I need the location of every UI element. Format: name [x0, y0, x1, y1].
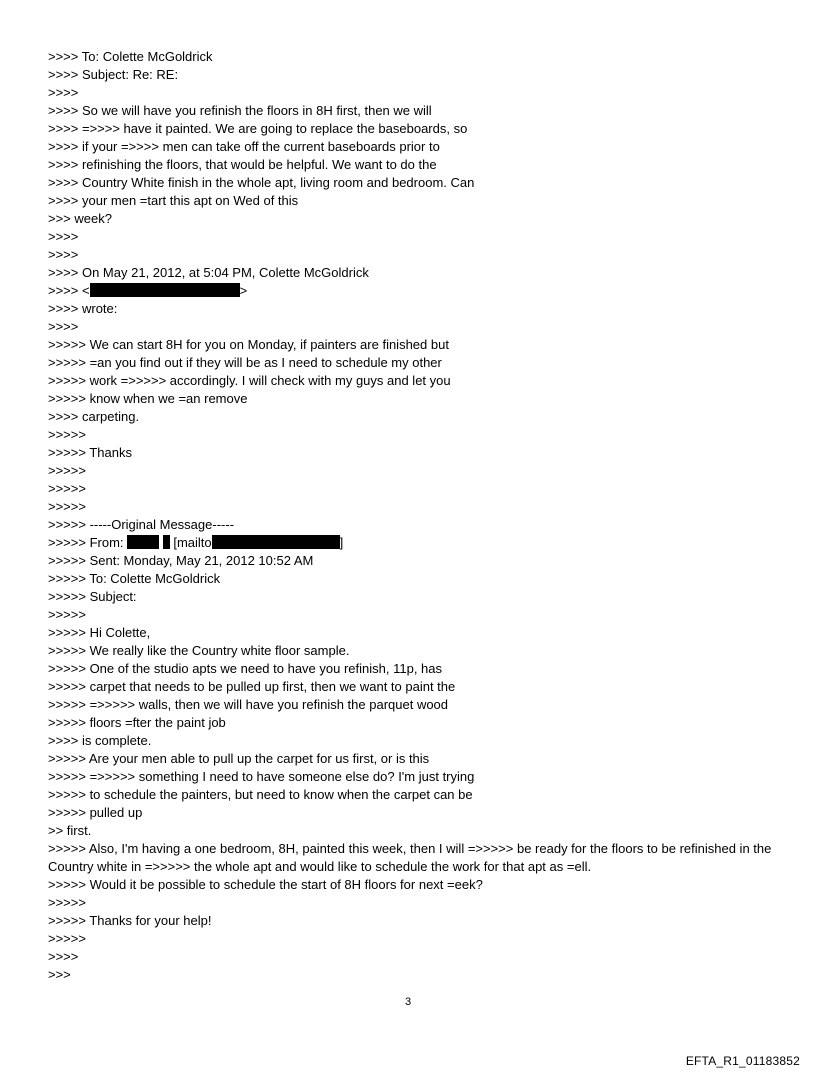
redaction-bar [212, 535, 340, 549]
email-line-text: [mailto [169, 535, 212, 550]
email-line: >>> week? [48, 211, 112, 226]
email-line: >>> [48, 967, 71, 982]
bates-number: EFTA_R1_01183852 [685, 1054, 800, 1068]
email-line: >>>> carpeting. [48, 409, 140, 424]
email-line: >>>>> Also, I'm having a one bedroom, 8H, painted this week, then I will =>>>>> be ready for the floors to be refinished in the Country white in =>>>>> the whole apt and would like to schedule the work for that apt as =ell. [48, 841, 772, 874]
email-line: >>>>> We can start 8H for you on Monday, if painters are finished but [48, 337, 449, 352]
email-line: >>>>> To: Colette McGoldrick [48, 571, 221, 586]
email-line: >>>>> We really like the Country white floor sample. [48, 643, 350, 658]
email-line [48, 534, 788, 552]
email-line: >>>>> to schedule the painters, but need to know when the carpet can be [48, 787, 473, 802]
email-line: >>>> On May 21, 2012, at 5:04 PM, Colette McGoldrick [48, 265, 369, 280]
email-line: >>>>> [48, 931, 86, 946]
email-line: >>>>> Thanks [48, 445, 132, 460]
email-line: >>>>> =an you find out if they will be as I need to schedule my other [48, 355, 442, 370]
email-line: >>>> if your =>>>> men can take off the current baseboards prior to [48, 139, 440, 154]
email-line: >>>>> Are your men able to pull up the carpet for us first, or is this [48, 751, 430, 766]
email-line: >>>> So we will have you refinish the floors in 8H first, then we will [48, 103, 432, 118]
email-line: >>>> refinishing the floors, that would be helpful. We want to do the [48, 157, 437, 172]
email-line: >>>>> [48, 895, 86, 910]
email-line: >>>>> Hi Colette, [48, 625, 151, 640]
email-line: >> first. [48, 823, 92, 838]
email-line: >>>> Subject: Re: RE: [48, 67, 179, 82]
email-line: >>>>> know when we =an remove [48, 391, 248, 406]
email-line: >>>>> Sent: Monday, May 21, 2012 10:52 AM [48, 553, 314, 568]
email-line-text: ] [339, 535, 344, 550]
redaction-bar [90, 283, 240, 297]
email-line: >>>> is complete. [48, 733, 152, 748]
email-line [48, 282, 788, 300]
email-line: >>>>> [48, 481, 86, 496]
email-line: >>>> your men =tart this apt on Wed of this [48, 193, 299, 208]
email-line-text: > [239, 283, 248, 298]
email-line: >>>> [48, 229, 79, 244]
email-line: >>>> [48, 247, 79, 262]
email-line: >>>>> One of the studio apts we need to have you refinish, 11p, has [48, 661, 443, 676]
email-line: >>>>> [48, 499, 86, 514]
redaction-bar [127, 535, 159, 549]
email-line: >>>>> Would it be possible to schedule the start of 8H floors for next =eek? [48, 877, 483, 892]
email-line: >>>> [48, 319, 79, 334]
redaction-bar [163, 535, 170, 549]
email-line: >>>> To: Colette McGoldrick [48, 49, 213, 64]
email-line: >>>>> pulled up [48, 805, 143, 820]
page-number: 3 [404, 996, 412, 1008]
email-line: >>>>> [48, 463, 86, 478]
email-line: >>>>> carpet that needs to be pulled up first, then we want to paint the [48, 679, 456, 694]
email-line: >>>>> [48, 427, 86, 442]
email-line: >>>> [48, 85, 79, 100]
email-body [48, 48, 788, 984]
email-line: >>>>> work =>>>>> accordingly. I will check with my guys and let you [48, 373, 451, 388]
email-line-text: >>>>> From: [48, 535, 128, 550]
email-line: >>>>> =>>>>> walls, then we will have you refinish the parquet wood [48, 697, 449, 712]
email-line: >>>>> [48, 607, 86, 622]
email-line: >>>>> Thanks for your help! [48, 913, 212, 928]
email-line: >>>>> Subject: [48, 589, 137, 604]
email-line: >>>>> =>>>>> something I need to have someone else do? I'm just trying [48, 769, 475, 784]
email-line: >>>> wrote: [48, 301, 118, 316]
email-line: >>>>> -----Original Message----- [48, 517, 235, 532]
email-line: >>>> Country White finish in the whole apt, living room and bedroom. Can [48, 175, 475, 190]
email-line: >>>> [48, 949, 79, 964]
email-line-text: >>>> < [48, 283, 90, 298]
email-line: >>>> =>>>> have it painted. We are going to replace the baseboards, so [48, 121, 468, 136]
email-line: >>>>> floors =fter the paint job [48, 715, 226, 730]
